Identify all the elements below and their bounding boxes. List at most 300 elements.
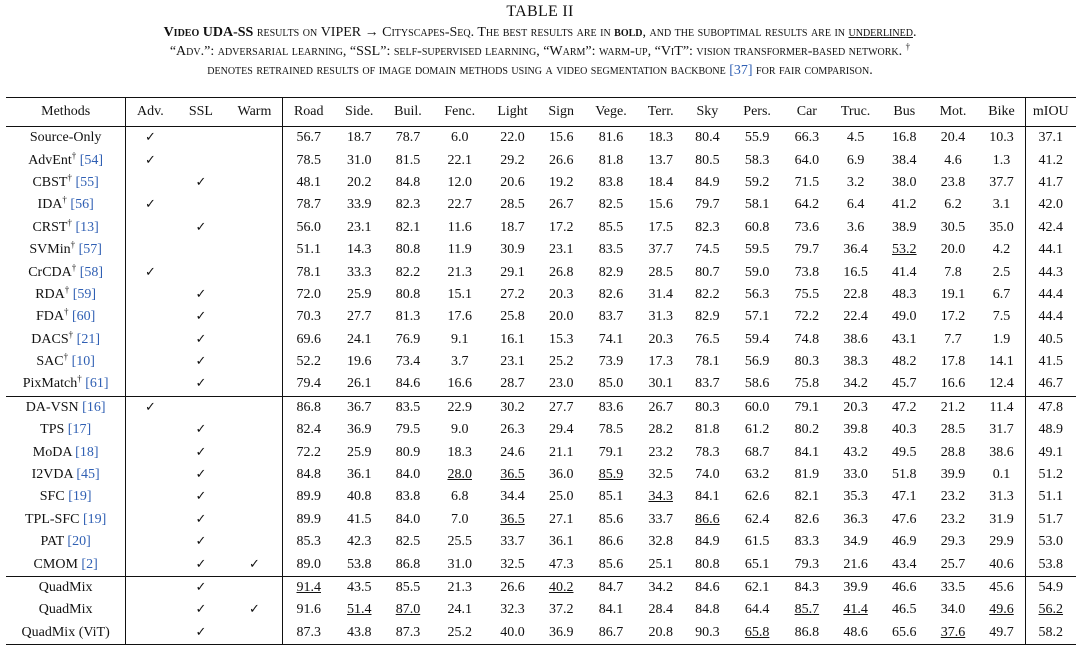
class-score-cell: 62.6	[744, 489, 770, 505]
class-score-cell: 89.0	[282, 553, 335, 576]
class-score-cell: 26.6	[487, 576, 538, 599]
citation-link[interactable]: [17]	[67, 422, 92, 438]
miou-cell: 37.1	[1025, 127, 1076, 150]
class-score-cell: 58.3	[744, 152, 770, 168]
class-score-cell: 72.2	[282, 441, 335, 463]
class-score-cell: 57.1	[744, 309, 770, 325]
class-score-cell: 74.5	[695, 242, 720, 258]
table-row	[6, 622, 1076, 645]
class-score-cell: 49.7	[989, 624, 1014, 640]
check-mark-icon: ✓	[144, 264, 156, 280]
class-score-cell: 23.2	[940, 511, 966, 527]
ssl-check-cell	[175, 599, 228, 621]
class-score-cell: 84.1	[695, 489, 720, 505]
citation-link[interactable]: [18]	[75, 444, 99, 460]
class-score-cell: 49.0	[892, 309, 917, 325]
caption-segment: , and the suboptimal results are in	[642, 25, 849, 40]
class-score-cell: 11.6	[447, 219, 472, 235]
adv-check-cell	[126, 576, 175, 599]
class-score-cell: 89.9	[282, 486, 335, 508]
table-row	[6, 329, 1076, 351]
class-score-cell: 82.5	[395, 534, 421, 550]
class-score-cell: 61.2	[744, 422, 770, 438]
class-score-cell: 72.0	[282, 284, 335, 306]
class-score-cell: 80.8	[695, 556, 720, 572]
class-score-cell: 11.4	[978, 396, 1025, 419]
class-score-cell: 26.7	[637, 396, 684, 419]
class-score-cell: 40.6	[989, 556, 1014, 572]
class-score-cell: 59.4	[744, 331, 770, 347]
class-score-cell: 27.1	[548, 511, 574, 527]
miou-cell: 58.2	[1025, 622, 1076, 645]
class-score-cell: 64.0	[794, 152, 820, 168]
dagger-mark: †	[71, 149, 77, 160]
table-row	[6, 576, 1076, 599]
class-score-cell: 25.0	[548, 489, 574, 505]
table-row	[6, 239, 1076, 261]
method-name-cell	[6, 599, 126, 621]
column-header: Bike	[988, 104, 1015, 119]
class-score-cell: 30.1	[648, 376, 673, 392]
class-score-cell: 3.1	[992, 197, 1011, 213]
method-name-cell	[6, 509, 126, 531]
class-score-cell: 24.1	[447, 602, 472, 618]
class-score-cell: 79.1	[598, 444, 624, 460]
citation-link[interactable]: [19]	[68, 489, 92, 505]
class-score-cell: 80.8	[395, 242, 421, 258]
method-name: MoDA	[32, 444, 72, 460]
class-score-cell: 29.3	[940, 534, 966, 550]
adv-check-cell	[126, 396, 175, 419]
class-score-cell: 85.6	[598, 511, 624, 527]
check-mark-icon: ✓	[195, 534, 207, 550]
class-score-cell: 78.1	[282, 261, 335, 283]
citation-link[interactable]: [55]	[75, 174, 99, 190]
citation-link[interactable]: [20]	[67, 534, 91, 550]
class-score-cell: 4.6	[944, 152, 962, 168]
class-score-cell: 45.7	[892, 376, 917, 392]
miou-cell: 51.7	[1025, 509, 1076, 531]
dagger-mark: †	[70, 239, 76, 250]
column-header: Sign	[548, 104, 575, 119]
dagger-mark: †	[63, 351, 69, 362]
ssl-check-cell	[175, 396, 228, 419]
class-score-cell: 87.3	[395, 624, 421, 640]
class-score-cell: 83.5	[598, 242, 624, 258]
class-score-cell: 34.2	[843, 376, 868, 392]
class-score-cell: 82.9	[598, 264, 624, 280]
method-name: CRST	[32, 219, 68, 235]
class-score-cell: 78.5	[598, 422, 624, 438]
class-score-cell: 16.6	[447, 376, 472, 392]
citation-link[interactable]: [10]	[71, 354, 95, 370]
method-name: SFC	[39, 489, 65, 505]
results-table	[6, 97, 1076, 645]
class-score-cell: 73.9	[598, 354, 624, 370]
method-name-cell	[6, 531, 126, 553]
class-score-cell: 85.3	[282, 531, 335, 553]
adv-check-cell	[126, 553, 175, 576]
miou-cell: 44.4	[1025, 284, 1076, 306]
class-score-cell: 33.7	[648, 511, 673, 527]
adv-check-cell	[126, 441, 175, 463]
class-score-cell: 23.1	[500, 354, 525, 370]
check-mark-icon: ✓	[195, 219, 207, 235]
class-score-cell: 6.9	[846, 152, 865, 168]
adv-check-cell	[126, 306, 175, 328]
caption-segment: underlined	[848, 25, 913, 40]
class-score-cell: 84.6	[684, 576, 731, 599]
citation-link[interactable]: [54]	[79, 152, 104, 168]
class-score-cell: 34.2	[637, 576, 684, 599]
adv-check-cell	[126, 194, 175, 216]
caption-line-3	[0, 61, 1080, 80]
class-score-cell: 58.6	[744, 376, 770, 392]
class-score-cell: 84.3	[784, 576, 831, 599]
column-header: Warm	[237, 104, 272, 119]
class-score-cell: 64.4	[744, 602, 770, 618]
citation-link[interactable]: [56]	[70, 197, 94, 213]
class-score-cell: 15.1	[447, 286, 472, 302]
class-score-cell: 79.7	[695, 197, 720, 213]
class-score-cell: 28.0	[447, 467, 472, 483]
class-score-cell: 39.8	[843, 422, 868, 438]
class-score-cell: 40.8	[346, 489, 372, 505]
column-header: Mot.	[939, 104, 967, 119]
class-score-cell: 45.6	[978, 576, 1025, 599]
class-score-cell: 83.8	[395, 489, 421, 505]
method-name-cell	[6, 261, 126, 283]
class-score-cell: 83.7	[695, 376, 720, 392]
check-mark-icon: ✓	[195, 354, 207, 370]
class-score-cell: 81.9	[794, 467, 820, 483]
class-score-cell: 59.5	[744, 242, 770, 258]
class-score-cell: 7.7	[944, 331, 962, 347]
class-score-cell: 48.3	[892, 286, 917, 302]
class-score-cell: 35.3	[843, 489, 868, 505]
class-score-cell: 39.9	[940, 467, 966, 483]
class-score-cell: 25.8	[500, 309, 525, 325]
class-score-cell: 23.2	[940, 489, 966, 505]
class-score-cell: 85.7	[794, 602, 820, 618]
class-score-cell: 19.1	[940, 286, 966, 302]
table-row	[6, 172, 1076, 194]
column-header: Truc.	[840, 104, 871, 119]
dagger-mark: †	[68, 329, 74, 340]
warm-check-cell	[227, 509, 282, 531]
column-header: Side.	[345, 104, 374, 119]
citation-link[interactable]: [2]	[81, 556, 98, 572]
class-score-cell: 84.8	[395, 174, 421, 190]
warm-check-cell	[227, 239, 282, 261]
ssl-check-cell	[175, 441, 228, 463]
ssl-check-cell	[175, 217, 228, 239]
class-score-cell: 49.5	[892, 444, 917, 460]
table-row	[6, 149, 1076, 171]
class-score-cell: 73.6	[794, 219, 820, 235]
table-number: TABLE II	[506, 3, 574, 20]
class-score-cell: 29.2	[500, 152, 525, 168]
adv-check-cell	[126, 127, 175, 150]
miou-cell: 44.1	[1025, 239, 1076, 261]
class-score-cell: 84.8	[282, 464, 335, 486]
class-score-cell: 80.5	[695, 152, 720, 168]
check-mark-icon: ✓	[144, 152, 156, 168]
ssl-check-cell	[175, 149, 228, 171]
miou-cell: 53.0	[1025, 531, 1076, 553]
class-score-cell: 38.6	[989, 444, 1014, 460]
class-score-cell: 31.7	[989, 422, 1014, 438]
table-row	[6, 531, 1076, 553]
class-score-cell: 51.4	[346, 602, 372, 618]
dagger-mark: †	[67, 172, 72, 183]
ssl-check-cell	[175, 194, 228, 216]
class-score-cell: 91.4	[282, 576, 335, 599]
class-score-cell: 39.9	[830, 576, 881, 599]
method-name: TPL-SFC	[24, 511, 80, 527]
class-score-cell: 27.2	[500, 286, 525, 302]
method-name: CrCDA	[28, 264, 72, 280]
dagger-mark: †	[77, 373, 82, 384]
class-score-cell: 26.1	[346, 376, 372, 392]
citation-link[interactable]: [21]	[76, 331, 100, 347]
class-score-cell: 38.9	[892, 219, 917, 235]
class-score-cell: 84.7	[585, 576, 638, 599]
method-name: DA-VSN	[25, 399, 79, 415]
check-mark-icon: ✓	[195, 444, 207, 460]
warm-check-cell	[227, 441, 282, 463]
class-score-cell: 60.0	[731, 396, 784, 419]
ssl-check-cell	[175, 306, 228, 328]
class-score-cell: 36.1	[346, 467, 372, 483]
check-mark-icon: ✓	[195, 309, 207, 325]
citation-link[interactable]: [60]	[71, 309, 96, 325]
column-header: Terr.	[647, 104, 674, 119]
citation-link[interactable]: [13]	[75, 219, 99, 235]
class-score-cell: 19.2	[548, 174, 574, 190]
caption-line-2	[0, 42, 1080, 61]
class-score-cell: 59.2	[744, 174, 770, 190]
class-score-cell: 36.1	[548, 534, 574, 550]
class-score-cell: 65.6	[892, 624, 917, 640]
class-score-cell: 81.8	[695, 422, 720, 438]
ssl-check-cell	[175, 329, 228, 351]
class-score-cell: 20.2	[346, 174, 372, 190]
class-score-cell: 43.2	[843, 444, 868, 460]
class-score-cell: 28.5	[940, 422, 966, 438]
miou-cell: 40.5	[1025, 329, 1076, 351]
class-score-cell: 58.1	[744, 197, 770, 213]
class-score-cell: 37.7	[989, 174, 1014, 190]
class-score-cell: 3.7	[450, 354, 469, 370]
class-score-cell: 31.0	[346, 152, 372, 168]
caption-segment: denotes retrained results of image domain methods using a video segmentation backbone	[207, 63, 730, 78]
class-score-cell: 21.2	[928, 396, 979, 419]
class-score-cell: 84.1	[598, 602, 624, 618]
class-score-cell: 30.2	[487, 396, 538, 419]
class-score-cell: 87.3	[282, 622, 335, 645]
class-score-cell: 82.3	[695, 219, 720, 235]
adv-check-cell	[126, 599, 175, 621]
class-score-cell: 38.4	[892, 152, 917, 168]
class-score-cell: 2.5	[992, 264, 1011, 280]
class-score-cell: 14.1	[989, 354, 1014, 370]
class-score-cell: 78.1	[695, 354, 720, 370]
class-score-cell: 36.5	[500, 467, 525, 483]
column-header: Car	[796, 104, 817, 119]
caption-segment: “Adv.”:	[169, 44, 218, 59]
method-name: FDA	[35, 309, 64, 325]
class-score-cell: 53.2	[892, 242, 917, 258]
class-score-cell: 22.7	[447, 197, 472, 213]
method-name: TPS	[40, 422, 65, 438]
table-header-row	[6, 98, 1076, 127]
class-score-cell: 38.0	[892, 174, 917, 190]
citation-link[interactable]: [16]	[82, 399, 106, 415]
citation-link[interactable]: [45]	[76, 467, 100, 483]
class-score-cell: 20.8	[648, 624, 673, 640]
caption-segment: VIPER	[320, 25, 362, 40]
class-score-cell: 40.0	[500, 624, 525, 640]
class-score-cell: 73.4	[395, 354, 421, 370]
class-score-cell: 82.9	[695, 309, 720, 325]
class-score-cell: 72.2	[794, 309, 820, 325]
class-score-cell: 25.9	[346, 286, 372, 302]
class-score-cell: 7.5	[992, 309, 1011, 325]
dagger-mark: †	[63, 306, 69, 317]
class-score-cell: 32.5	[500, 556, 525, 572]
citation-link[interactable]: [57]	[78, 242, 102, 258]
method-name: QuadMix	[38, 602, 93, 618]
warm-check-cell	[227, 576, 282, 599]
method-name-cell	[6, 553, 126, 576]
method-name-cell	[6, 419, 126, 441]
check-mark-icon: ✓	[248, 602, 260, 618]
class-score-cell: 17.3	[648, 354, 673, 370]
class-score-cell: 80.2	[794, 422, 820, 438]
table-row	[6, 306, 1076, 328]
caption-segment: Video UDA-SS	[163, 25, 254, 40]
class-score-cell: 46.5	[892, 602, 917, 618]
ssl-check-cell	[175, 509, 228, 531]
method-name: RDA	[35, 286, 65, 302]
adv-check-cell	[126, 464, 175, 486]
class-score-cell: 84.9	[695, 174, 720, 190]
class-score-cell: 6.0	[450, 130, 469, 146]
class-score-cell: 38.6	[843, 331, 868, 347]
adv-check-cell	[126, 239, 175, 261]
class-score-cell: 85.5	[384, 576, 433, 599]
class-score-cell: 51.8	[892, 467, 917, 483]
class-score-cell: 21.1	[548, 444, 574, 460]
class-score-cell: 84.9	[695, 534, 720, 550]
column-header: Bus	[893, 104, 916, 119]
class-score-cell: 18.4	[648, 174, 673, 190]
class-score-cell: 60.8	[744, 219, 770, 235]
miou-cell: 44.3	[1025, 261, 1076, 283]
column-header: Light	[497, 104, 528, 119]
column-header: Pers.	[743, 104, 771, 119]
class-score-cell: 87.0	[395, 602, 421, 618]
method-name-cell	[6, 239, 126, 261]
class-score-cell: 17.6	[447, 309, 472, 325]
class-score-cell: 3.2	[846, 174, 865, 190]
class-score-cell: 43.5	[335, 576, 384, 599]
class-score-cell: 7.8	[944, 264, 962, 280]
column-header: Sky	[696, 104, 719, 119]
citation-link[interactable]: [58]	[79, 264, 104, 280]
class-score-cell: 33.5	[928, 576, 979, 599]
class-score-cell: 48.1	[282, 172, 335, 194]
class-score-cell: 37.7	[648, 242, 673, 258]
method-name: PAT	[40, 534, 64, 550]
class-score-cell: 82.6	[794, 511, 820, 527]
method-name-cell	[6, 576, 126, 599]
class-score-cell: 23.1	[346, 219, 372, 235]
method-name-cell	[6, 464, 126, 486]
class-score-cell: 79.7	[794, 242, 820, 258]
class-score-cell: 28.4	[648, 602, 673, 618]
table-row	[6, 373, 1076, 396]
method-name-cell	[6, 306, 126, 328]
class-score-cell: 0.1	[992, 467, 1011, 483]
class-score-cell: 36.9	[548, 624, 574, 640]
dagger-mark: †	[67, 217, 72, 228]
class-score-cell: 9.0	[450, 422, 469, 438]
class-score-cell: 16.5	[843, 264, 868, 280]
check-mark-icon: ✓	[195, 422, 207, 438]
class-score-cell: 20.6	[500, 174, 525, 190]
adv-check-cell	[126, 284, 175, 306]
class-score-cell: 26.3	[500, 422, 525, 438]
class-score-cell: 82.4	[282, 419, 335, 441]
adv-check-cell	[126, 509, 175, 531]
column-header: Vege.	[595, 104, 627, 119]
class-score-cell: 18.7	[346, 130, 372, 146]
method-name-cell	[6, 284, 126, 306]
caption-segment: [37]	[729, 63, 753, 78]
class-score-cell: 84.0	[395, 511, 421, 527]
class-score-cell: 47.2	[881, 396, 928, 419]
class-score-cell: 84.0	[395, 467, 421, 483]
method-name: PixMatch	[22, 376, 78, 392]
class-score-cell: 86.8	[794, 624, 820, 640]
class-score-cell: 80.3	[684, 396, 731, 419]
warm-check-cell	[227, 464, 282, 486]
check-mark-icon: ✓	[195, 624, 207, 640]
warm-check-cell	[227, 172, 282, 194]
class-score-cell: 26.7	[548, 197, 574, 213]
class-score-cell: 82.2	[695, 286, 720, 302]
class-score-cell: 34.0	[940, 602, 966, 618]
warm-check-cell	[227, 329, 282, 351]
class-score-cell: 40.2	[538, 576, 585, 599]
citation-link[interactable]: [59]	[72, 286, 97, 302]
class-score-cell: 28.5	[500, 197, 525, 213]
method-name-cell	[6, 172, 126, 194]
class-score-cell: 13.7	[648, 152, 673, 168]
ssl-check-cell	[175, 486, 228, 508]
class-score-cell: 84.1	[794, 444, 820, 460]
table-row	[6, 441, 1076, 463]
citation-link[interactable]: [19]	[82, 511, 107, 527]
class-score-cell: 36.0	[548, 467, 574, 483]
check-mark-icon: ✓	[195, 331, 207, 347]
class-score-cell: 79.4	[282, 373, 335, 396]
citation-link[interactable]: [61]	[85, 376, 109, 392]
class-score-cell: 80.7	[695, 264, 720, 280]
adv-check-cell	[126, 419, 175, 441]
